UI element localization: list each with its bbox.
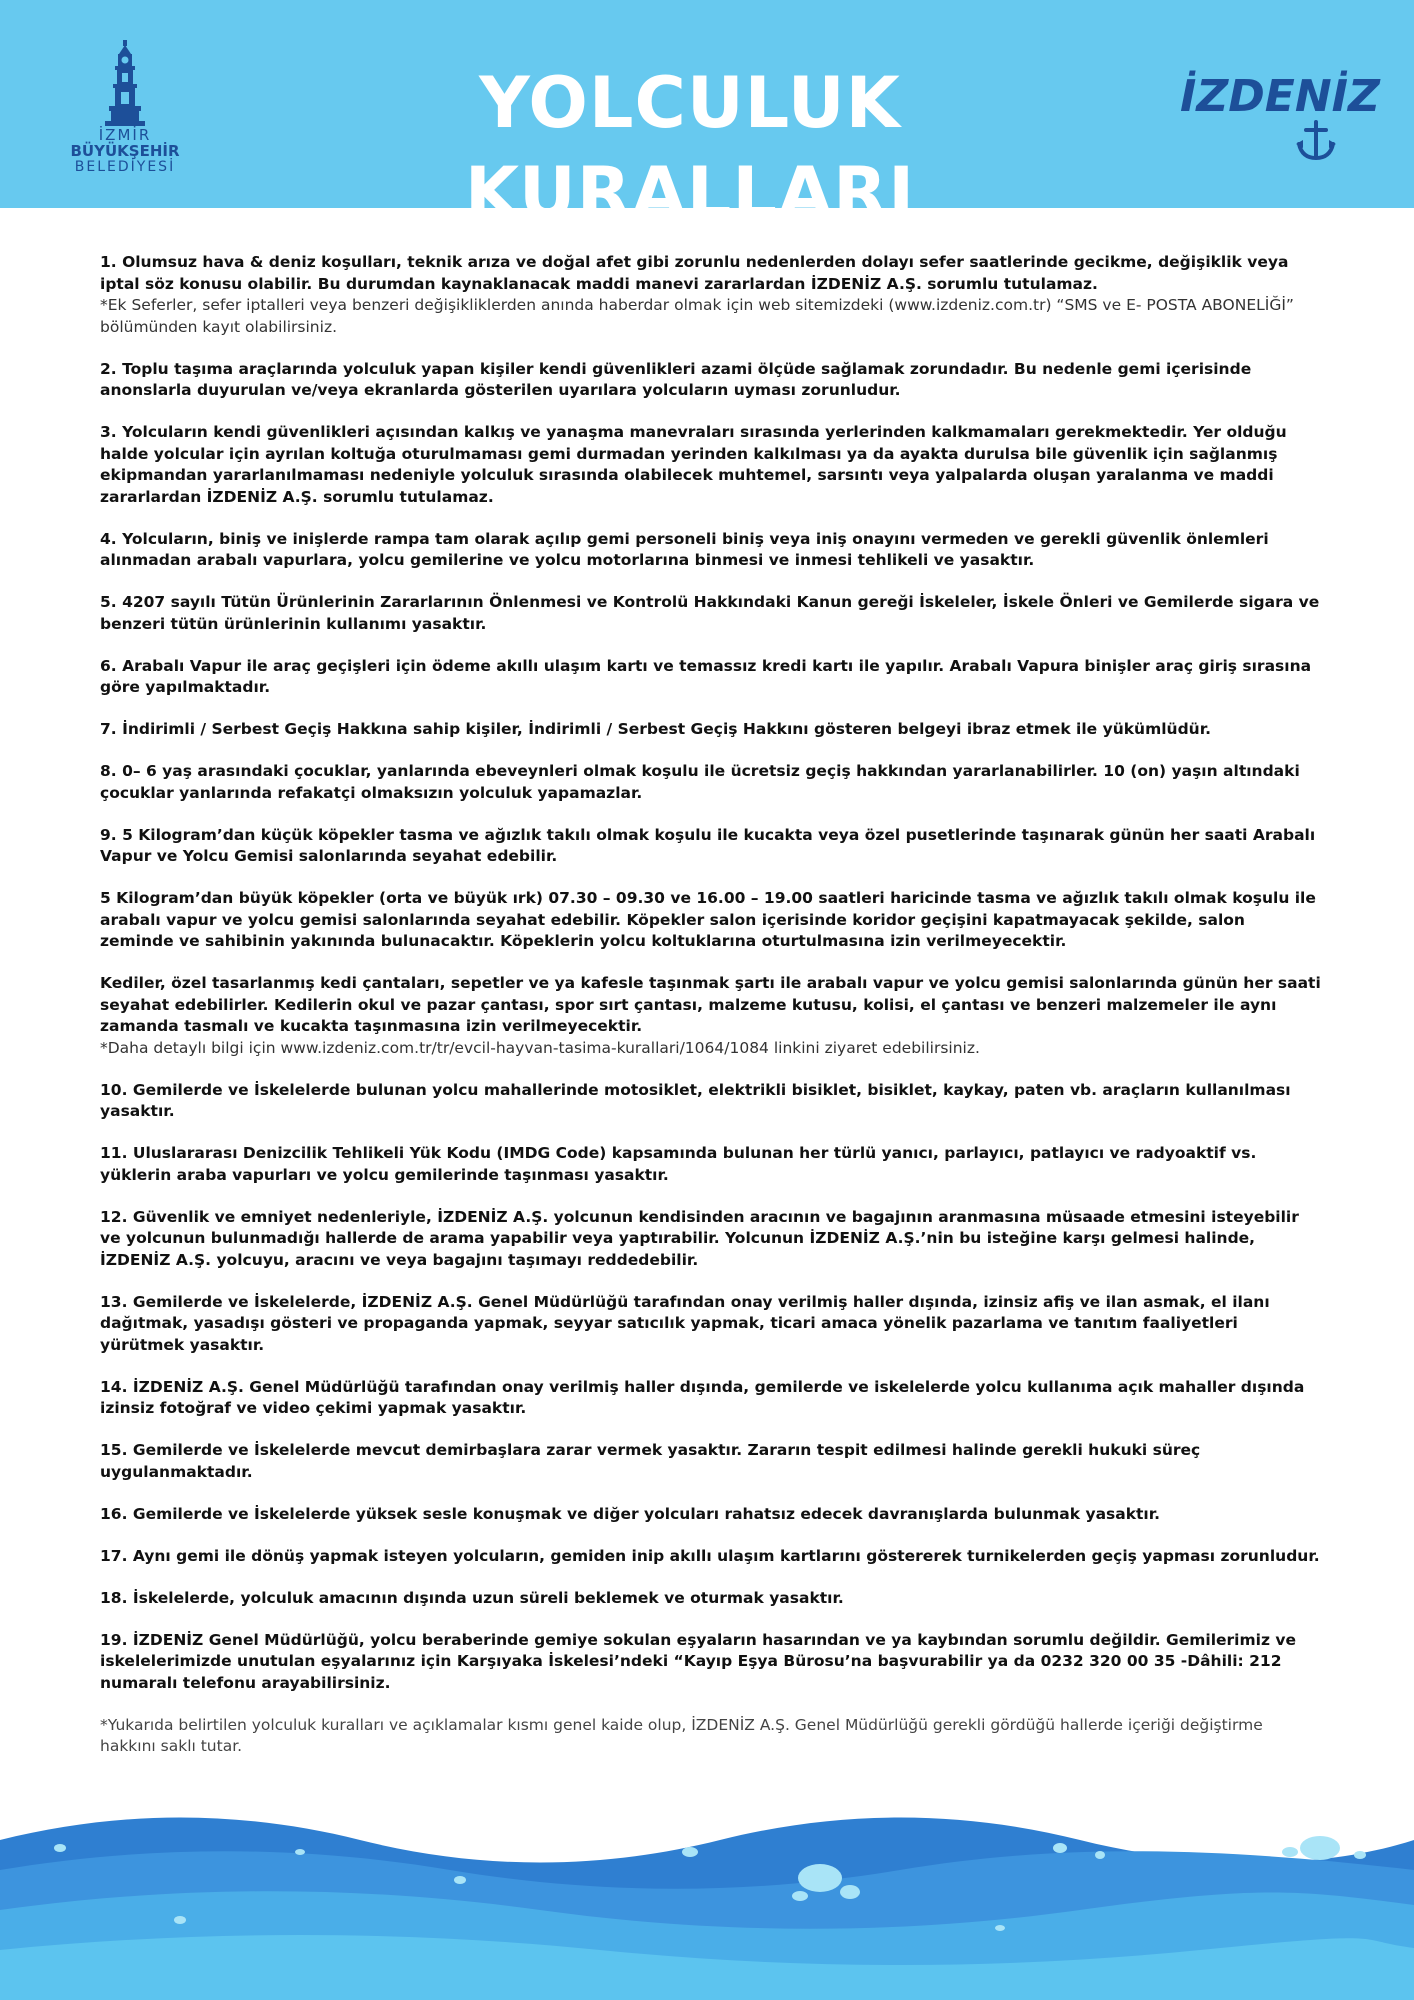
rule-text: 2. Toplu taşıma araçlarında yolculuk yapan kişiler kendi güvenlikleri azami ölçüde sağlamak zorundadır. Bu nedenle gemi içerisinde anonslarla duyurulan ve/veya ekranlarda gösterilen uyarılara yolcuların uyması zorunludur. [100,359,1252,399]
rule-9 [100,825,1322,868]
rule-text: 8. 0– 6 yaş arasındaki çocuklar, yanlarında ebeveynleri olmak koşulu ile ücretsiz geçiş hakkından yararlanabilirler. 10 (on) yaşın altındaki çocuklar yanlarında refakatçi olmaksızın yolculuk yapamazlar. [100,762,1300,802]
rule-text: 15. Gemilerde ve İskelelerde mevcut demirbaşlara zarar vermek yasaktır. Zararın tespit edilmesi halinde gerekli hukuki süreç uygulanmaktadır. [100,1441,1201,1481]
rule-9-cats [100,973,1322,1059]
clock-tower-icon [103,40,147,126]
rule-text: 10. Gemilerde ve İskelelerde bulunan yolcu mahallerinde motosiklet, elektrikli bisiklet, bisiklet, kaykay, paten vb. araçların kullanılması yasaktır. [100,1080,1291,1120]
rule-11 [100,1143,1322,1186]
rule-15 [100,1440,1322,1483]
rule-text: 16. Gemilerde ve İskelelerde yüksek sesle konuşmak ve diğer yolcuları rahatsız edecek davranışlarda bulunmak yasaktır. [100,1504,1161,1523]
rule-text: 11. Uluslararası Denizcilik Tehlikeli Yük Kodu (IMDG Code) kapsamında bulunan her türlü yanıcı, parlayıcı, patlayıcı ve radyoaktif vs. yüklerin araba vapurları ve yolcu gemilerinde taşınması yasaktır. [100,1144,1257,1184]
rules-content [100,252,1322,1758]
rule-14 [100,1377,1322,1420]
rule-text: 5 Kilogram’dan büyük köpekler (orta ve büyük ırk) 07.30 – 09.30 ve 16.00 – 19.00 saatleri haricinde tasma ve ağızlık takılı olmak koşulu ile arabalı vapur ve yolcu gemisi salonlarında seyahat edebilir. Köpekler salon içerisinde koridor geçişini kapatmayacak şekilde, salon zeminde ve sahibinin yakınında bulunacaktır. Köpeklerin yolcu koltuklarına oturtulmasına izin verilmeyecektir. [100,889,1316,950]
rule-5 [100,592,1322,635]
rule-1 [100,252,1322,338]
rule-3 [100,422,1322,508]
rule-text: 5. 4207 sayılı Tütün Ürünlerinin Zararlarının Önlenmesi ve Kontrolü Hakkındaki Kanun gereği İskeleler, İskele Önleri ve Gemilerde sigara ve benzeri tütün ürünlerinin kullanımı yasaktır. [100,593,1320,633]
logo-text-belediyesi: BELEDİYESİ [74,159,176,175]
rule-8 [100,761,1322,804]
rule-note: *Ek Seferler, sefer iptalleri veya benzeri değişikliklerden anında haberdar olmak için web sitemizdeki (www.izdeniz.com.tr) “SMS ve E- POSTA ABONELİĞİ” bölümünden kayıt olabilirsiniz. [100,296,1294,336]
header-banner [0,0,1414,234]
logo-text-buyuksehir: BÜYÜKŞEHİR [70,142,180,160]
rule-text: 19. İZDENİZ Genel Müdürlüğü, yolcu beraberinde gemiye sokulan eşyaların hasarından ve ya kaybından sorumlu değildir. Gemilerimiz ve iskelelerimizde unutulan eşyalarınız için Karşıyaka İskelesi’ndeki “Kayıp Eşya Bürosu’na başvurabilir ya da 0232 320 00 35 -Dâhili: 212 numaralı telefonu arayabilirsiniz. [100,1630,1296,1692]
footnote: *Yukarıda belirtilen yolculuk kuralları ve açıklamalar kısmı genel kaide olup, İZDENİZ A.Ş. Genel Müdürlüğü gerekli gördüğü hallerde içeriği değiştirme hakkını saklı tutar. [100,1715,1263,1755]
rule-text: 4. Yolcuların, biniş ve inişlerde rampa tam olarak açılıp gemi personeli biniş veya iniş onayını vermeden ve gerekli güvenlik önlemleri alınmadan arabalı vapurlara, yolcu gemilerine ve yolcu motorlarına binmesi ve inmesi tehlikeli ve yasaktır. [100,529,1269,569]
rule-16 [100,1504,1322,1526]
rule-17 [100,1546,1322,1568]
rule-text: 18. İskelelerde, yolculuk amacının dışında uzun süreli beklemek ve oturmak yasaktır. [100,1588,844,1607]
rule-12 [100,1207,1322,1272]
rule-text: 14. İZDENİZ A.Ş. Genel Müdürlüğü tarafından onay verilmiş haller dışında, gemilerde ve iskelelerde yolcu kullanıma açık mahaller dışında izinsiz fotoğraf ve video çekimi yapmak yasaktır. [100,1377,1305,1417]
izdeniz-logo [1180,71,1380,182]
rule-text: 7. İndirimli / Serbest Geçiş Hakkına sahip kişiler, İndirimli / Serbest Geçiş Hakkını gösteren belgeyi ibraz etmek ile yükümlüdür. [100,720,1212,738]
rule-9-large-dogs [100,888,1322,953]
rule-13 [100,1292,1322,1357]
rule-text: 17. Aynı gemi ile dönüş yapmak isteyen yolcuların, gemiden inip akıllı ulaşım kartlarını göstererek turnikelerden geçiş yapması zorunludur. [100,1546,1320,1565]
rule-4 [100,529,1322,572]
rule-19 [100,1630,1322,1695]
rule-text: Kediler, özel tasarlanmış kedi çantaları, sepetler ve ya kafesle taşınmak şartı ile arabalı vapur ve yolcu gemisi salonlarında günün her saati seyahat edebilirler. Kedilerin okul ve pazar çantası, spor sırt çantası, malzeme kutusu, kolisi, el çantası ve benzeri malzemeler ile aynı zamanda tasmalı ve kucakta taşınmasına izin verilmeyecektir. [100,974,1321,1035]
rule-text: 1. Olumsuz hava & deniz koşulları, teknik arıza ve doğal afet gibi zorunlu nedenlerden dolayı sefer saatlerinde gecikme, değişiklik veya iptal söz konusu olabilir. Bu durumdan kaynaklanacak maddi manevi zararlardan İZDENİZ A.Ş. sorumlu tutulamaz. [100,253,1289,293]
rule-note: *Daha detaylı bilgi için www.izdeniz.com.tr/tr/evcil-hayvan-tasima-kurallari/1064/1084 linkini ziyaret edebilirsiniz. [100,1038,980,1057]
rule-text: 9. 5 Kilogram’dan küçük köpekler tasma ve ağızlık takılı olmak koşulu ile kucakta veya özel pusetlerinde taşınarak günün her saati Arabalı Vapur ve Yolcu Gemisi salonlarında seyahat edebilir. [100,825,1316,865]
sea-waves-decoration [0,1800,1414,2000]
rule-10 [100,1080,1322,1123]
logo-text-izmir: İZMİR [98,126,152,144]
rule-6 [100,656,1322,699]
anchor-icon [1296,120,1336,162]
izmir-municipality-logo [60,40,190,180]
rule-text: 13. Gemilerde ve İskelelerde, İZDENİZ A.Ş. Genel Müdürlüğü tarafından onay verilmiş haller dışında, izinsiz afiş ve ilan asmak, el ilanı dağıtmak, yasadışı gösteri ve propaganda yapmak, seyyar satıcılık yapmak, ticari amaca yönelik pazarlama ve tanıtım faaliyetleri yürütmek yasaktır. [100,1292,1270,1354]
rule-text: 12. Güvenlik ve emniyet nedenleriyle, İZDENİZ A.Ş. yolcunun kendisinden aracının ve bagajının aranmasına müsaade etmesini isteyebilir ve yolcunun bulunmadığı hallerde de arama yapabilir veya yaptırabilir. Yolcunun İZDENİZ A.Ş.’nin bu isteğine karşı gelmesi halinde, İZDENİZ A.Ş. yolcuyu, aracını ve veya bagajını taşımayı reddedebilir. [100,1207,1299,1269]
rule-text: 6. Arabalı Vapur ile araç geçişleri için ödeme akıllı ulaşım kartı ve temassız kredi kartı ile yapılır. Arabalı Vapura binişler araç giriş sırasına göre yapılmaktadır. [100,656,1312,696]
rule-text: 3. Yolcuların kendi güvenlikleri açısından kalkış ve yanaşma manevraları sırasında yerlerinden kalkmamaları gerekmektedir. Yer olduğu halde yolcular için ayrılan koltuğa oturulmaması gemi durmadan yerinden kalkılması ya da ayakta durulsa bile güvenlik için sağlanmış ekipmandan yararlanılmaması nedeniyle yolculuk sırasında olabilecek muhtemel, sarsıntı veya yalpalarda oluşan yaralanma ve maddi zararlardan İZDENİZ A.Ş. sorumlu tutulamaz. [100,423,1287,506]
izdeniz-wordmark: İZDENİZ [1180,71,1380,122]
page-title: YOLCULUK KURALLARI [464,62,916,234]
rule-7 [100,719,1322,741]
rule-18 [100,1588,1322,1610]
rule-2 [100,359,1322,402]
